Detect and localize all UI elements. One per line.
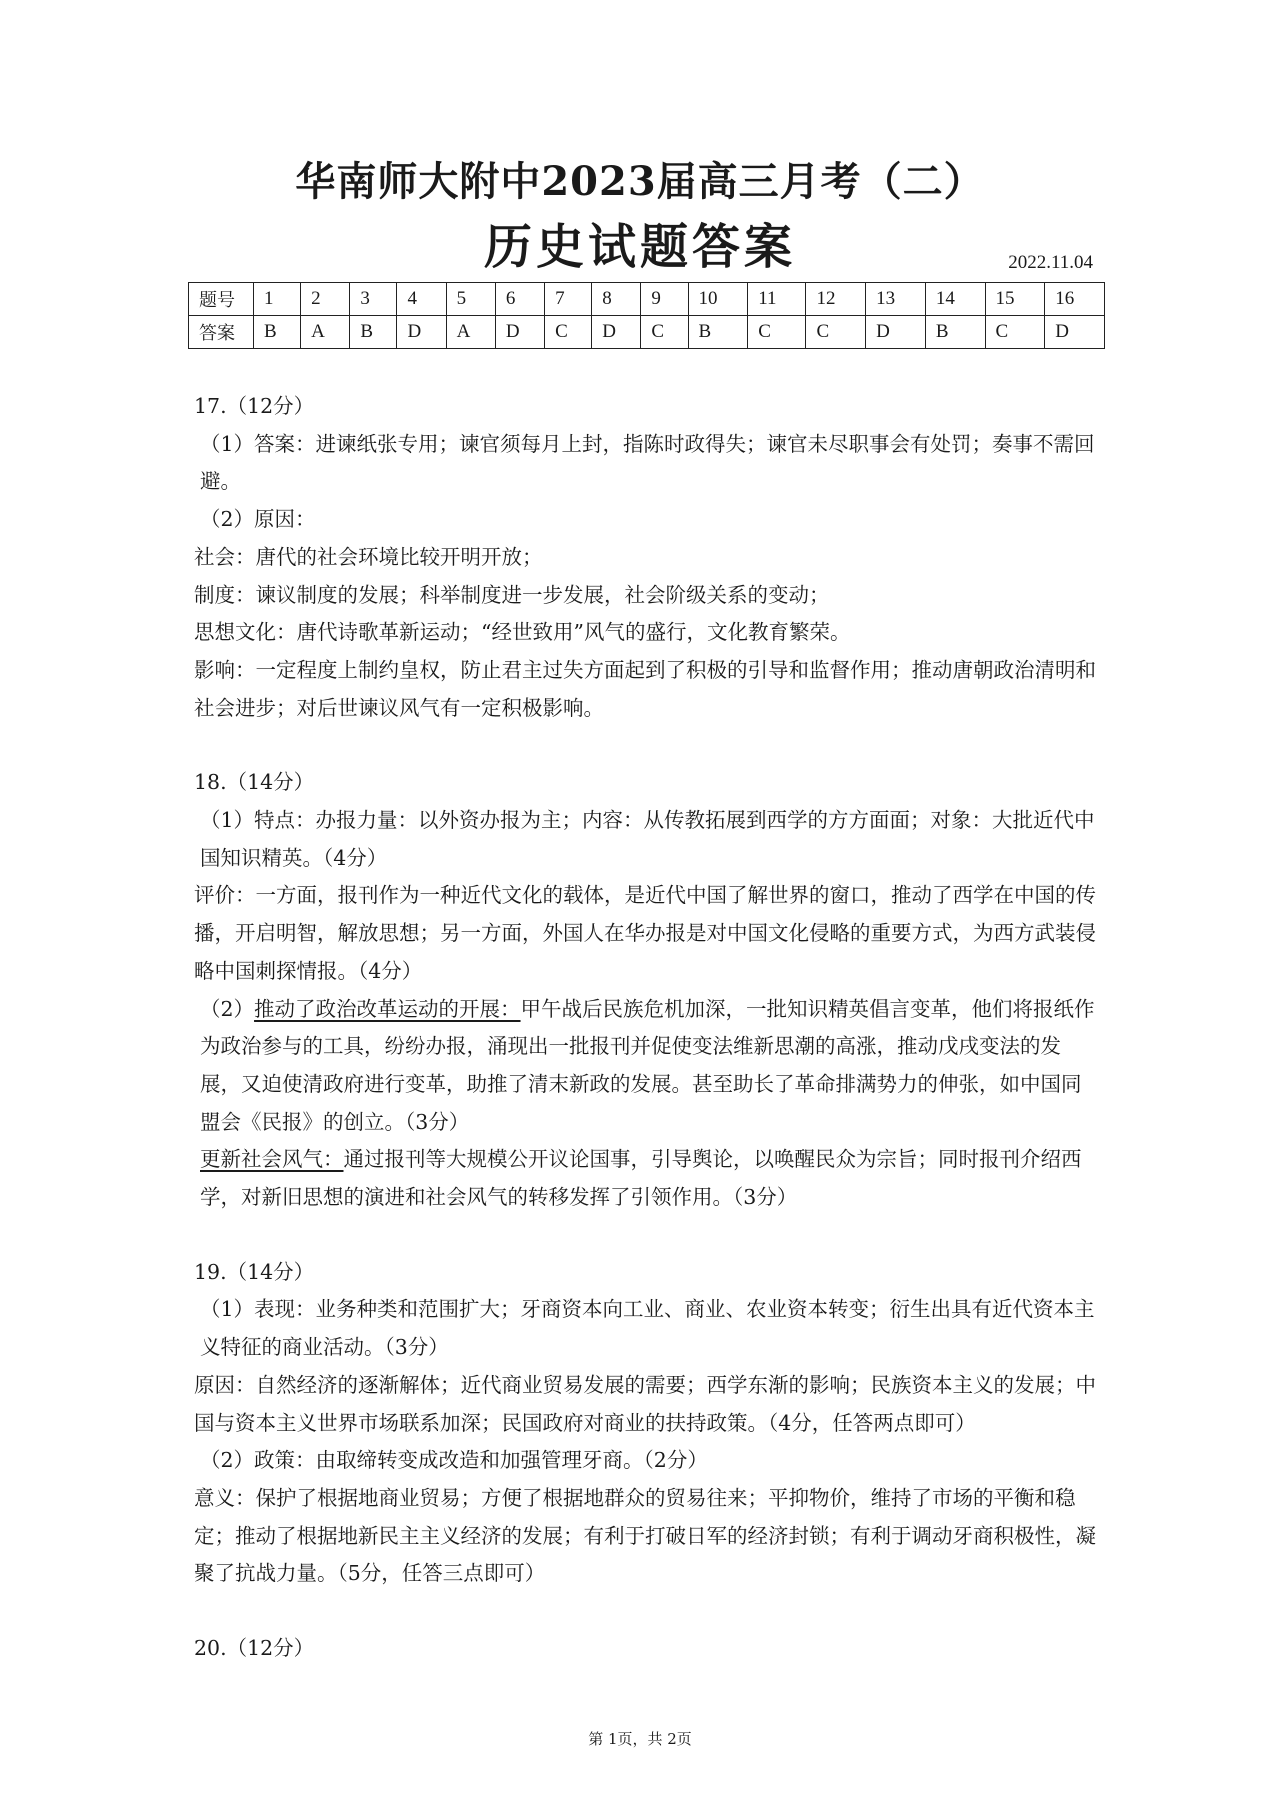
exam-subtitle: 历史试题答案 <box>483 219 796 275</box>
question-number-cell: 10 <box>688 283 748 316</box>
answer-cell: B <box>254 316 301 349</box>
question-number-cell: 14 <box>925 283 985 316</box>
question-number-cell: 15 <box>985 283 1045 316</box>
answer-row <box>189 316 1105 349</box>
answer-cell: D <box>866 316 926 349</box>
q19-part1: （1）表现：业务种类和范围扩大；牙商资本向工业、商业、农业资本转变；衍生出具有近代资本主义特征的商业活动。（3分） <box>200 1297 1095 1360</box>
q17-part1: （1）答案：进谏纸张专用；谏官须每月上封，指陈时政得失；谏官未尽职事会有处罚；奏事不需回避。 <box>200 431 1095 494</box>
row-label-number: 题号 <box>189 283 254 316</box>
q18-heading: 18.（14分） <box>194 770 315 795</box>
answer-cell: C <box>545 316 592 349</box>
answer-cell: C <box>985 316 1045 349</box>
q20-heading: 20.（12分） <box>194 1636 315 1661</box>
exam-date: 2022.11.04 <box>1008 252 1093 273</box>
q18-part3 <box>194 1141 1099 1216</box>
q18-part2-underline: 推动了政治改革运动的开展： <box>254 996 521 1021</box>
q17-heading: 17.（12分） <box>194 394 315 418</box>
question-number-cell: 9 <box>641 283 688 316</box>
q18-part2 <box>194 991 1099 1142</box>
answer-cell: B <box>688 316 748 349</box>
answer-cell: D <box>1045 316 1105 349</box>
question-number-row <box>189 283 1105 316</box>
question-number-cell: 1 <box>254 283 301 316</box>
q18-part2-prefix: （2） <box>200 996 255 1021</box>
answer-cell: D <box>495 316 544 349</box>
q18-part2-text: 甲午战后民族危机加深，一批知识精英倡言变革，他们将报纸作为政治参与的工具，纷纷办报，涌现出一批报刊并促使变法维新思潮的高涨，推动戊戌变法的发展，又迫使清政府进行变革，助推了清末新政的发展。甚至助长了革命排满势力的伸张，如中国同盟会《民报》的创立。（3分） <box>200 996 1095 1134</box>
q19-part2: （2）政策：由取缔转变成改造和加强管理牙商。（2分） <box>200 1448 708 1473</box>
question-number-cell: 13 <box>866 283 926 316</box>
answer-content <box>194 388 1099 1668</box>
q17-part2: （2）原因： <box>200 507 316 532</box>
answer-cell: B <box>925 316 985 349</box>
answer-cell: D <box>592 316 641 349</box>
answer-cell: A <box>301 316 350 349</box>
q18-part3-text: 通过报刊等大规模公开议论国事，引导舆论，以唤醒民众为宗旨；同时报刊介绍西学，对新旧思想的演进和社会风气的转移发挥了引领作用。（3分） <box>200 1147 1082 1210</box>
answer-cell: A <box>446 316 495 349</box>
question-number-cell: 2 <box>301 283 350 316</box>
answer-cell: B <box>350 316 397 349</box>
answer-cell: C <box>641 316 688 349</box>
q17-system: 制度：谏议制度的发展；科举制度进一步发展，社会阶级关系的变动； <box>194 582 830 607</box>
q17-culture: 思想文化：唐代诗歌革新运动；“经世致用”风气的盛行，文化教育繁荣。 <box>194 620 851 645</box>
answer-cell: D <box>397 316 446 349</box>
answer-cell: C <box>748 316 806 349</box>
question-number-cell: 4 <box>397 283 446 316</box>
row-label-answer: 答案 <box>189 316 254 349</box>
q18-part1: （1）特点：办报力量：以外资办报为主；内容：从传教拓展到西学的方方面面；对象：大批近代中国知识精英。（4分） <box>200 808 1095 870</box>
question-number-cell: 5 <box>446 283 495 316</box>
exam-title: 华南师大附中2023届高三月考（二） <box>295 158 985 205</box>
q19-reason: 原因：自然经济的逐渐解体；近代商业贸易发展的需要；西学东渐的影响；民族资本主义的发展；中国与资本主义世界市场联系加深；民国政府对商业的扶持政策。（4分，任答两点即可） <box>194 1372 1096 1435</box>
question-number-cell: 3 <box>350 283 397 316</box>
q18-evaluation: 评价：一方面，报刊作为一种近代文化的载体，是近代中国了解世界的窗口，推动了西学在中国的传播，开启明智，解放思想；另一方面，外国人在华办报是对中国文化侵略的重要方式，为西方武装侵略中国刺探情报。（4分） <box>194 883 1096 983</box>
question-number-cell: 8 <box>592 283 641 316</box>
page-footer: 第 1页，共 2页 <box>588 1730 692 1748</box>
q19-heading: 19.（14分） <box>194 1259 315 1284</box>
q17-social: 社会：唐代的社会环境比较开明开放； <box>194 544 543 569</box>
question-number-cell: 16 <box>1045 283 1105 316</box>
question-number-cell: 11 <box>748 283 806 316</box>
q19-significance: 意义：保护了根据地商业贸易；方便了根据地群众的贸易往来；平抑物价，维持了市场的平衡和稳定；推动了根据地新民主主义经济的发展；有利于打破日军的经济封锁；有利于调动牙商积极性，凝聚了抗战力量。（5分，任答三点即可） <box>194 1485 1096 1586</box>
q18-part3-underline: 更新社会风气： <box>200 1147 344 1172</box>
question-number-cell: 12 <box>806 283 866 316</box>
q17-impact: 影响：一定程度上制约皇权，防止君主过失方面起到了积极的引导和监督作用；推动唐朝政治清明和社会进步；对后世谏议风气有一定积极影响。 <box>194 657 1096 720</box>
question-number-cell: 6 <box>495 283 544 316</box>
answer-table <box>188 282 1105 349</box>
question-number-cell: 7 <box>545 283 592 316</box>
answer-cell: C <box>806 316 866 349</box>
